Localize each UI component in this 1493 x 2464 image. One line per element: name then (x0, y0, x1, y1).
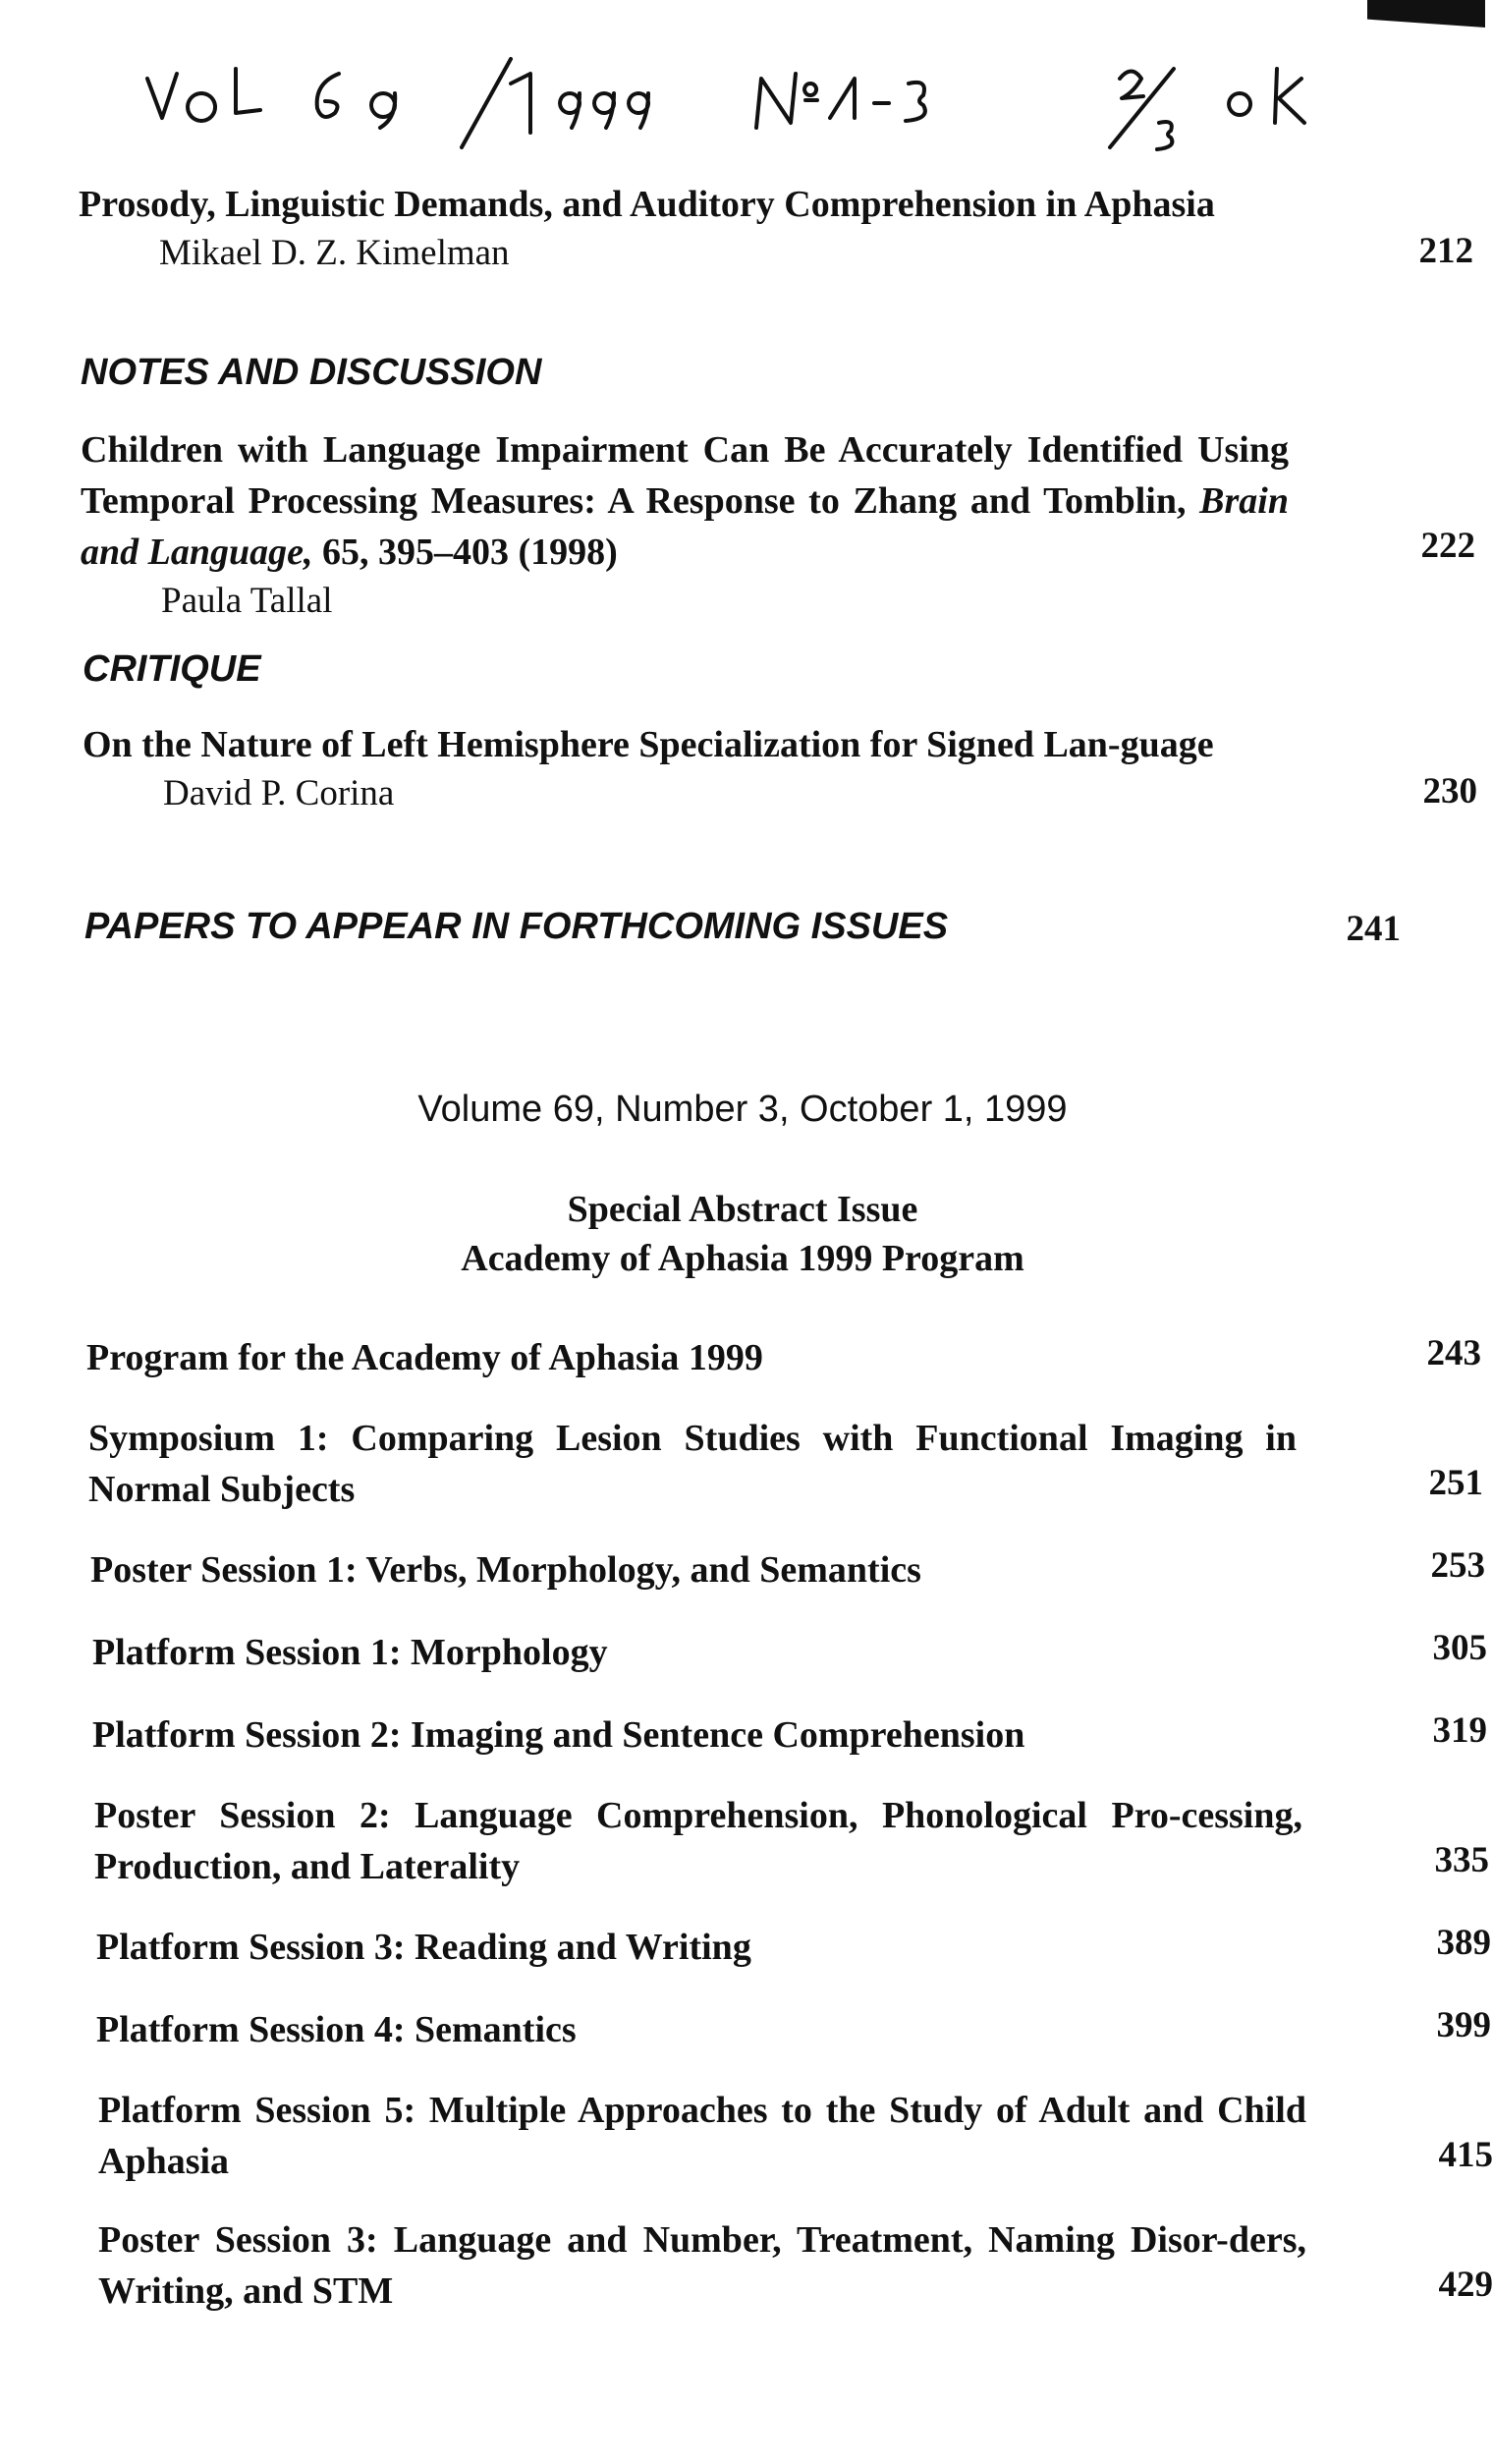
session-entry (86, 1332, 1481, 1383)
entry-page-number: 212 (1418, 231, 1473, 271)
session-page-number: 243 (1426, 1333, 1481, 1373)
session-entry (98, 2214, 1493, 2317)
session-title: Poster Session 2: Language Comprehension, Phonological Pro-cessing, Production, and Laterality (94, 1795, 1302, 1887)
session-entry (96, 1922, 1491, 1973)
session-title: Platform Session 4: Semantics (96, 2009, 577, 2050)
session-title: Poster Session 1: Verbs, Morphology, and Semantics (90, 1549, 921, 1591)
toc-entry-tallal (81, 424, 1475, 625)
toc-entry-prosody (79, 179, 1473, 277)
critique-section-heading: CRITIQUE (83, 648, 261, 690)
forthcoming-section-heading: PAPERS TO APPEAR IN FORTHCOMING ISSUES (84, 906, 949, 947)
session-page-number: 319 (1432, 1710, 1487, 1751)
entry-title: Prosody, Linguistic Demands, and Auditory Comprehension in Aphasia (79, 184, 1215, 225)
session-page-number: 251 (1428, 1463, 1483, 1503)
session-entry (98, 2085, 1493, 2187)
volume-issue-line: Volume 69, Number 3, October 1, 1999 (417, 1089, 1068, 1130)
entry-title: Children with Language Impairment Can Be Accurately Identified Using Temporal Processing Measures: A Response to Zhang and Tomblin, Brain and Language, 65, 395–403 (1998) (81, 429, 1289, 573)
entry-author: David P. Corina (163, 773, 395, 813)
session-entry (94, 1790, 1489, 1892)
entry-author: Mikael D. Z. Kimelman (159, 233, 510, 273)
session-page-number: 253 (1430, 1545, 1485, 1586)
session-title: Platform Session 3: Reading and Writing (96, 1927, 751, 1968)
notes-section-heading: NOTES AND DISCUSSION (81, 352, 542, 393)
program-title: Academy of Aphasia 1999 Program (461, 1238, 1024, 1279)
session-page-number: 389 (1436, 1923, 1491, 1963)
entry-page-number: 222 (1420, 526, 1475, 566)
session-page-number: 415 (1438, 2135, 1493, 2175)
session-entry (88, 1413, 1483, 1515)
entry-author: Paula Tallal (161, 581, 333, 621)
session-page-number: 399 (1436, 2005, 1491, 2045)
session-page-number: 429 (1438, 2265, 1493, 2305)
session-title: Platform Session 2: Imaging and Sentence Comprehension (92, 1714, 1025, 1756)
session-title: Program for the Academy of Aphasia 1999 (86, 1337, 763, 1378)
session-entry (96, 2004, 1491, 2055)
toc-entry-corina (83, 719, 1477, 817)
handwritten-volume-note (0, 0, 1485, 196)
journal-name: Brain and Language, (81, 480, 1289, 573)
forthcoming-page-number: 241 (1346, 909, 1401, 949)
session-page-number: 335 (1434, 1840, 1489, 1880)
entry-title: On the Nature of Left Hemisphere Specialization for Signed Lan-guage (83, 724, 1214, 765)
session-entry (90, 1544, 1485, 1596)
session-title: Symposium 1: Comparing Lesion Studies with Functional Imaging in Normal Subjects (88, 1418, 1297, 1510)
entry-page-number: 230 (1422, 771, 1477, 812)
session-title: Poster Session 3: Language and Number, Treatment, Naming Disor-ders, Writing, and STM (98, 2219, 1306, 2312)
session-page-number: 305 (1432, 1628, 1487, 1668)
session-entry (92, 1709, 1487, 1761)
session-entry (92, 1627, 1487, 1678)
special-issue-title: Special Abstract Issue (567, 1189, 918, 1230)
session-title: Platform Session 5: Multiple Approaches to the Study of Adult and Child Aphasia (98, 2090, 1306, 2182)
session-title: Platform Session 1: Morphology (92, 1632, 608, 1673)
